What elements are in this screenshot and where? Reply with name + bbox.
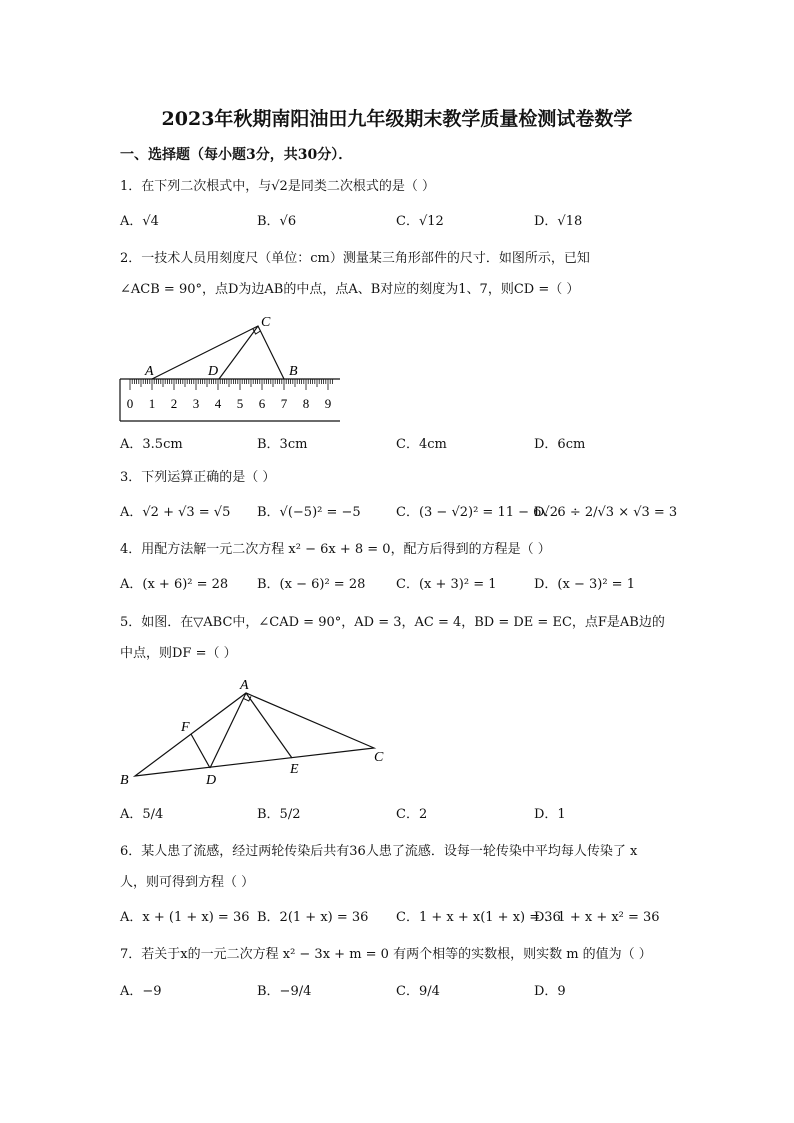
ruler-number: 3	[192, 396, 200, 411]
page-title: 2023年秋期南阳油田九年级期末教学质量检测试卷数学	[161, 108, 633, 130]
label-d: D	[206, 773, 217, 788]
q2-option-b: B．3cm	[257, 437, 308, 452]
q1-option-c: C．√12	[396, 214, 444, 229]
question-5-stem-line1: 5．如图．在▽ABC中，∠CAD = 90°，AD = 3，AC = 4，BD = DE = EC，点F是AB边的	[120, 615, 665, 630]
ruler-number: 9	[324, 396, 332, 411]
ruler-number: 7	[280, 396, 288, 411]
q5-option-a: A．5/4	[120, 807, 164, 822]
label-e: E	[290, 762, 299, 777]
ruler-ticks	[130, 379, 332, 390]
q2-option-c: C．4cm	[396, 437, 447, 452]
label-b: B	[289, 364, 298, 379]
segment-cd	[219, 326, 258, 379]
question-6-stem-line1: 6．某人患了流感，经过两轮传染后共有36人患了流感．设每一轮传染中平均每人传染了 x	[120, 844, 638, 859]
ruler-number: 1	[148, 396, 156, 411]
label-c: C	[261, 315, 271, 330]
q1-option-b: B．√6	[257, 214, 297, 229]
question-6-stem-line2: 人，则可得到方程（ ）	[120, 875, 255, 890]
q7-option-b: B．−9/4	[257, 984, 312, 999]
q5-option-d: D．1	[534, 807, 566, 822]
q2-option-a: A．3.5cm	[120, 437, 183, 452]
q4-option-a: A．(x + 6)² = 28	[120, 577, 229, 592]
question-5-stem-line2: 中点，则DF =（ ）	[120, 646, 237, 661]
q3-option-b: B．√(−5)² = −5	[257, 505, 361, 520]
label-a: A	[145, 364, 154, 379]
q7-option-d: D．9	[534, 984, 566, 999]
label-d: D	[208, 364, 219, 379]
q6-option-b: B．2(1 + x) = 36	[257, 910, 369, 925]
question-2-stem-line1: 2．一技术人员用刻度尺（单位：cm）测量某三角形部件的尺寸．如图所示，已知	[120, 251, 590, 266]
ruler-numbers	[127, 396, 332, 411]
q7-option-c: C．9/4	[396, 984, 440, 999]
question-1-stem: 1．在下列二次根式中，与√2是同类二次根式的是（ ）	[120, 179, 435, 194]
ruler-number: 5	[236, 396, 244, 411]
q7-option-a: A．−9	[120, 984, 162, 999]
q6-option-d: D．1 + x + x² = 36	[534, 910, 660, 925]
question-4-stem: 4．用配方法解一元二次方程 x² − 6x + 8 = 0，配方后得到的方程是（ ）	[120, 542, 551, 557]
q2-option-d: D．6cm	[534, 437, 586, 452]
segment-fd	[191, 734, 210, 768]
q3-option-a: A．√2 + √3 = √5	[120, 505, 231, 520]
q6-option-a: A．x + (1 + x) = 36	[120, 910, 250, 925]
section-heading: 一、选择题（每小题3分，共30分）．	[120, 147, 353, 163]
q5-option-b: B．5/2	[257, 807, 301, 822]
ruler-number: 8	[302, 396, 310, 411]
ruler-number: 0	[126, 396, 134, 411]
q1-option-d: D．√18	[534, 214, 583, 229]
q6-option-c: C．1 + x + x(1 + x) = 36	[396, 910, 561, 925]
q4-option-d: D．(x − 3)² = 1	[534, 577, 635, 592]
question-3-stem: 3．下列运算正确的是（ ）	[120, 470, 276, 485]
label-c: C	[374, 750, 384, 765]
q3-option-d: D．6 ÷ 2/√3 × √3 = 3	[534, 505, 678, 520]
ruler-number: 2	[170, 396, 178, 411]
ruler-triangle-figure	[118, 315, 348, 425]
question-7-stem: 7．若关于x的一元二次方程 x² − 3x + m = 0 有两个相等的实数根，则实数 m 的值为（ ）	[120, 947, 652, 962]
triangle-figure-q5	[118, 673, 398, 793]
q3-option-c: C．(3 − √2)² = 11 − 6√2	[396, 505, 558, 520]
label-a: A	[240, 678, 249, 693]
segment-ad	[210, 693, 246, 768]
label-f: F	[181, 720, 190, 735]
q4-option-b: B．(x − 6)² = 28	[257, 577, 366, 592]
q5-option-c: C．2	[396, 807, 428, 822]
label-b: B	[120, 773, 129, 788]
q1-option-a: A．√4	[120, 214, 159, 229]
q4-option-c: C．(x + 3)² = 1	[396, 577, 497, 592]
question-2-stem-line2: ∠ACB = 90°，点D为边AB的中点，点A、B对应的刻度为1、7，则CD =（ ）	[120, 282, 580, 297]
ruler-number: 4	[214, 396, 222, 411]
ruler-number: 6	[258, 396, 266, 411]
